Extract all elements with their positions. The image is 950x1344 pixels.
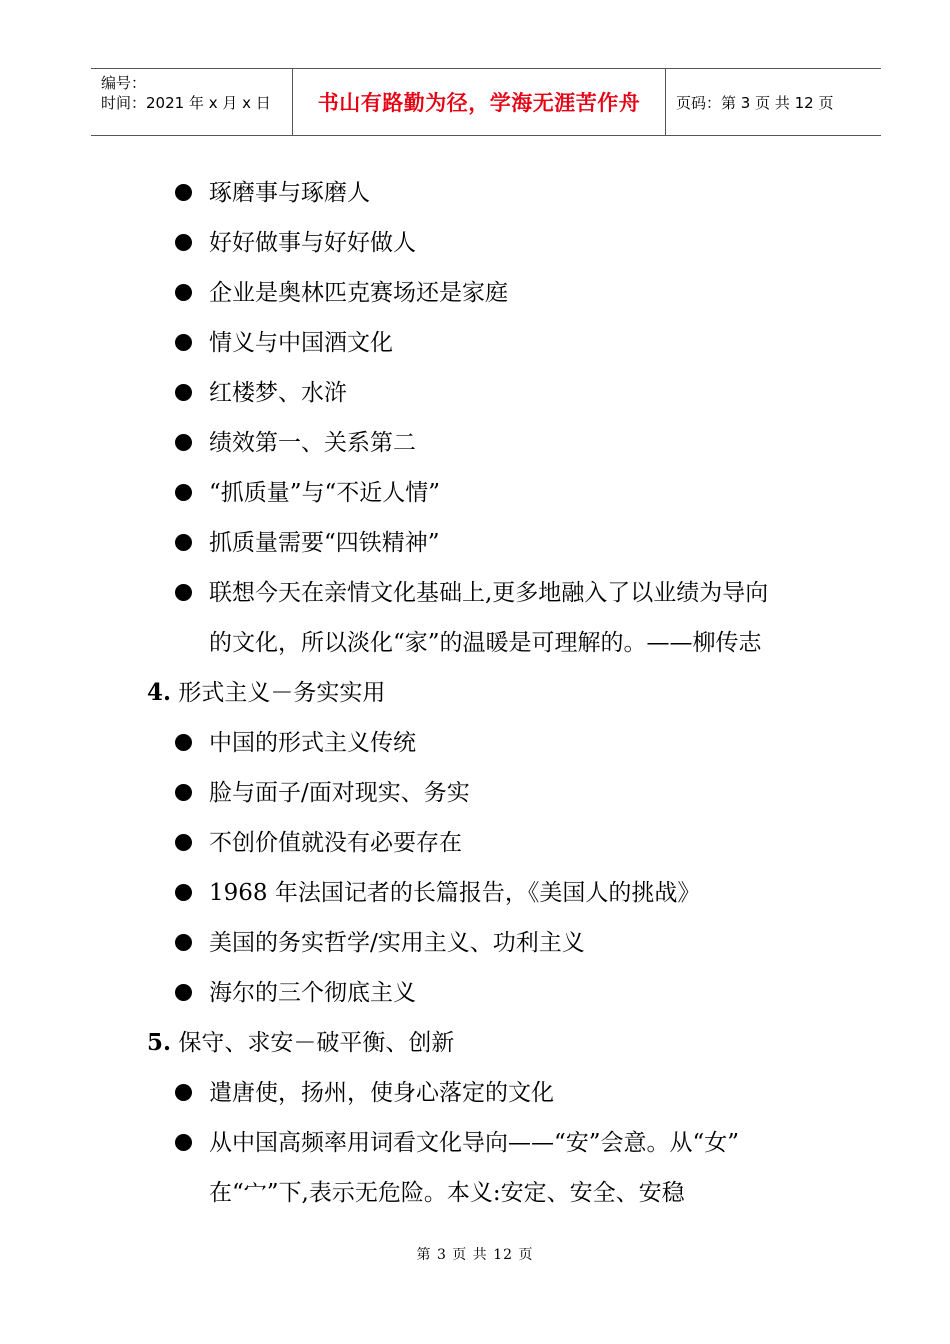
page-header bbox=[91, 68, 881, 136]
bullet-icon bbox=[175, 184, 192, 201]
bullet-icon bbox=[175, 934, 192, 951]
bullet-icon bbox=[175, 534, 192, 551]
list-item bbox=[0, 868, 950, 918]
document-body bbox=[0, 168, 950, 1218]
section-title: 形式主义－务实实用 bbox=[178, 680, 386, 706]
list-item-text: 从中国高频率用词看文化导向——“安”会意。从“女” bbox=[209, 1130, 740, 1156]
list-item bbox=[0, 718, 950, 768]
list-item bbox=[0, 818, 950, 868]
list-item bbox=[0, 1068, 950, 1118]
list-item-continuation bbox=[0, 618, 950, 668]
list-item bbox=[0, 1118, 950, 1168]
bullet-icon bbox=[175, 734, 192, 751]
list-item bbox=[0, 768, 950, 818]
bullet-icon bbox=[175, 284, 192, 301]
section-heading bbox=[0, 668, 950, 718]
list-item-text: 绩效第一、关系第二 bbox=[209, 430, 416, 456]
bullet-icon bbox=[175, 484, 192, 501]
bullet-icon bbox=[175, 834, 192, 851]
bullet-icon bbox=[175, 784, 192, 801]
list-item-text: 脸与面子/面对现实、务实 bbox=[209, 780, 470, 806]
list-item-text: 联想今天在亲情文化基础上,更多地融入了以业绩为导向 bbox=[209, 580, 769, 606]
list-item-text: 抓质量需要“四铁精神” bbox=[209, 530, 440, 556]
list-item bbox=[0, 468, 950, 518]
section-heading bbox=[0, 1018, 950, 1068]
bullet-icon bbox=[175, 234, 192, 251]
list-item-text: 红楼梦、水浒 bbox=[209, 380, 347, 406]
list-item-text: 好好做事与好好做人 bbox=[209, 230, 416, 256]
list-item-continuation-text: 的文化，所以淡化“家”的温暖是可理解的。——柳传志 bbox=[209, 630, 762, 656]
time-label: 时间：2021 年 x 月 x 日 bbox=[101, 94, 271, 112]
section-number: 5. bbox=[147, 1029, 172, 1056]
list-item-text: 美国的务实哲学/实用主义、功利主义 bbox=[209, 930, 585, 956]
list-item-text: 不创价值就没有必要存在 bbox=[209, 830, 462, 856]
list-item-text: 琢磨事与琢磨人 bbox=[209, 180, 370, 206]
section-title: 保守、求安－破平衡、创新 bbox=[178, 1030, 455, 1056]
list-item bbox=[0, 918, 950, 968]
list-item bbox=[0, 168, 950, 218]
bullet-icon bbox=[175, 884, 192, 901]
bullet-icon bbox=[175, 984, 192, 1001]
list-item-text: 中国的形式主义传统 bbox=[209, 730, 416, 756]
section-number: 4. bbox=[147, 679, 172, 706]
list-item-continuation bbox=[0, 1168, 950, 1218]
list-item bbox=[0, 418, 950, 468]
list-item-text: 海尔的三个彻底主义 bbox=[209, 980, 416, 1006]
list-item bbox=[0, 218, 950, 268]
list-item-text: 1968 年法国记者的长篇报告，《美国人的挑战》 bbox=[209, 880, 701, 906]
code-label: 编号： bbox=[101, 74, 147, 92]
list-item-continuation-text: 在“宀”下,表示无危险。本义:安定、安全、安稳 bbox=[209, 1180, 685, 1206]
bullet-icon bbox=[175, 584, 192, 601]
list-item bbox=[0, 518, 950, 568]
header-page-label: 页码：第 3 页 共 12 页 bbox=[676, 93, 834, 112]
list-item bbox=[0, 318, 950, 368]
list-item bbox=[0, 968, 950, 1018]
list-item bbox=[0, 268, 950, 318]
bullet-icon bbox=[175, 434, 192, 451]
bullet-icon bbox=[175, 384, 192, 401]
list-item-text: 企业是奥林匹克赛场还是家庭 bbox=[209, 280, 508, 306]
bullet-icon bbox=[175, 1084, 192, 1101]
list-item bbox=[0, 368, 950, 418]
list-item-text: 遣唐使，扬州，使身心落定的文化 bbox=[209, 1080, 554, 1106]
bullet-icon bbox=[175, 1134, 192, 1151]
bullet-icon bbox=[175, 334, 192, 351]
list-item bbox=[0, 568, 950, 618]
list-item-text: 情义与中国酒文化 bbox=[209, 330, 393, 356]
header-meta bbox=[91, 69, 293, 135]
header-motto: 书山有路勤为径，学海无涯苦作舟 bbox=[293, 69, 666, 135]
list-item-text: “抓质量”与“不近人情” bbox=[209, 480, 441, 506]
page-footer: 第 3 页 共 12 页 bbox=[416, 1247, 534, 1263]
